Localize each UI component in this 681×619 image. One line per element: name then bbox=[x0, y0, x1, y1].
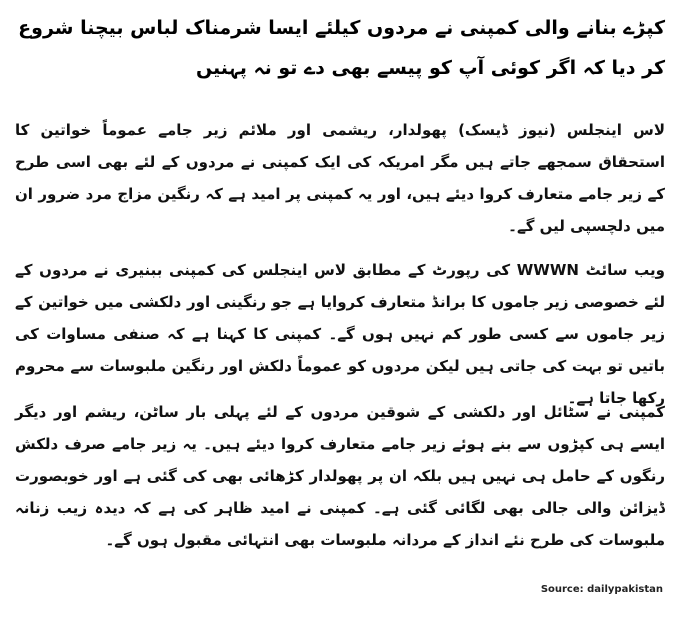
article-paragraph-2: ویب سائٹ WWWN کی رپورٹ کے مطابق لاس اینجلس کی کمپنی ببنیری نے مردوں کے لئے خصوصی زیر جاموں کا برانڈ متعارف کروایا ہے جو رنگینی اور دلکشی میں خواتین کے زیر جاموں سے کسی طور کم نہیں ہوں گے۔ کمپنی کا کہنا ہے کہ صنفی مساوات کی باتیں تو بہت کی جاتی ہیں لیکن مردوں کو عموماً دلکش اور رنگین ملبوسات سے محروم رکھا جاتا ہے۔ bbox=[15, 261, 665, 407]
article-paragraph-1: لاس اینجلس (نیوز ڈیسک) پھولدار، ریشمی اور ملائم زیر جامے عموماً خواتین کا استحقاق سمجھے جاتے ہیں مگر امریکہ کی ایک کمپنی نے مردوں کے لئے بھی اسی طرح کے زیر جامے متعارف کروا دیئے ہیں، اور یہ کمپنی پر امید ہے کہ رنگین مزاج مرد ضرور ان میں دلچسپی لیں گے۔ bbox=[15, 121, 665, 235]
article-headline: کپڑے بنانے والی کمپنی نے مردوں کیلئے ایسا شرمناک لباس بیچنا شروع کر دیا کہ اگر کوئی آپ کو پیسے بھی دے تو نہ پہنیں bbox=[18, 17, 665, 79]
source-credit: Source: dailypakistan bbox=[540, 584, 663, 595]
article-paragraph-3: کمپنی نے سٹائل اور دلکشی کے شوقین مردوں کے لئے پہلی بار ساٹن، ریشم اور دیگر ایسے ہی کپڑوں سے بنے ہوئے زیر جامے متعارف کروا دیئے ہیں۔ یہ زیر جامے صرف دلکش رنگوں کے حامل ہی نہیں ہیں بلکہ ان پر پھولدار کڑھائی بھی کی گئی ہے اور خوبصورت ڈیزائن والی جالی بھی لگائی گئی ہے۔ کمپنی نے امید ظاہر کی ہے کہ دیدہ زیب زنانہ ملبوسات کی طرح نئے انداز کے مردانہ ملبوسات بھی انتہائی مقبول ہوں گے۔ bbox=[15, 403, 665, 549]
